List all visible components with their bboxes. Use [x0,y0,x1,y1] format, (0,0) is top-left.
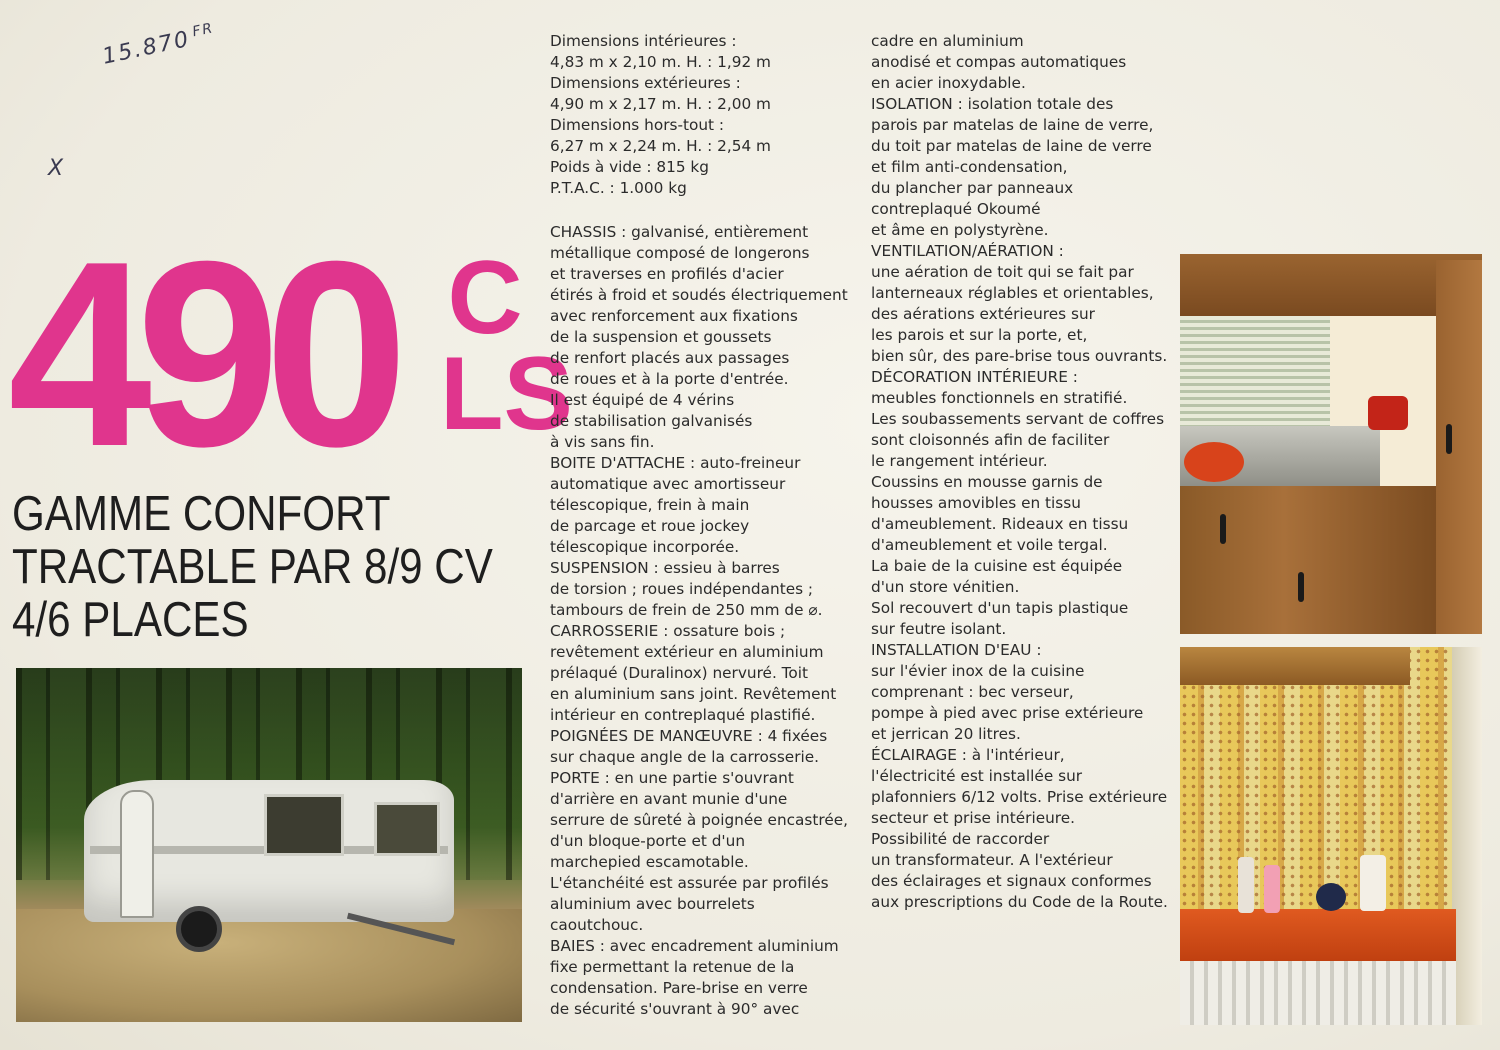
spec-line: Sol recouvert d'un tapis plastique [871,599,1129,617]
spec-line: fixe permettant la retenue de la [550,958,795,976]
spec-line: intérieur en contreplaqué plastifié. [550,706,816,724]
spec-column-2 [871,31,1168,913]
spec-line: en aluminium sans joint. Revêtement [550,685,837,703]
headline-line-1: GAMME CONFORT [12,487,391,541]
spec-line: L'étanchéité est assurée par profilés [550,874,829,892]
toiletry-bottle [1264,865,1280,913]
spec-line: POIGNÉES DE MANŒUVRE : 4 fixées [550,727,828,745]
cabinet-handle [1220,514,1226,544]
model-suffix [440,240,573,452]
dimension-line: Dimensions extérieures : [550,74,741,92]
caravan-window [374,802,440,856]
spec-line: les parois et sur la porte, et, [871,326,1088,344]
cabinet-handle [1446,424,1452,454]
spec-line: contreplaqué Okoumé [871,200,1041,218]
spec-line: du toit par matelas de laine de verre [871,137,1152,155]
spec-line: sur l'évier inox de la cuisine [871,662,1085,680]
spec-line: et âme en polystyrène. [871,221,1049,239]
spec-line: de parcage et roue jockey [550,517,750,535]
kitchen-photo [1180,254,1482,634]
spec-line: d'un bloque-porte et d'un [550,832,746,850]
cabinet-handle [1298,572,1304,602]
spec-line: de stabilisation galvanisés [550,412,753,430]
spec-line: de torsion ; roues indépendantes ; [550,580,814,598]
spec-line: revêtement extérieur en aluminium [550,643,824,661]
spec-line: en acier inoxydable. [871,74,1026,92]
orange-countertop [1180,909,1456,961]
spec-line: parois par matelas de laine de verre, [871,116,1154,134]
caravan-window [264,794,344,856]
spec-line: anodisé et compas automatiques [871,53,1127,71]
venetian-blind-window [1180,316,1330,426]
spec-line: prélaqué (Duralinox) nervuré. Toit [550,664,809,682]
spec-line: condensation. Pare-brise en verre [550,979,808,997]
spec-line: des aérations extérieures sur [871,305,1095,323]
spec-line: télescopique, frein à main [550,496,750,514]
spec-line: plafonniers 6/12 volts. Prise extérieure [871,788,1168,806]
headline-line-2: TRACTABLE PAR 8/9 CV [12,540,493,594]
spec-line: La baie de la cuisine est équipée [871,557,1123,575]
spec-line: et jerrican 20 litres. [871,725,1021,743]
lower-cabinets [1180,486,1440,634]
spec-line: aux prescriptions du Code de la Route. [871,893,1168,911]
spec-line: et traverses en profilés d'acier [550,265,784,283]
spec-line: comprenant : bec verseur, [871,683,1074,701]
spec-line: BAIES : avec encadrement aluminium [550,937,839,955]
tall-cabinet [1436,260,1482,634]
caravan-wheel [176,906,222,952]
spec-line: le rangement intérieur. [871,452,1048,470]
toiletry-bottle [1238,857,1254,913]
model-number: 490 [8,206,393,501]
spec-line: d'ameublement. Rideaux en tissu [871,515,1129,533]
spec-line: métallique composé de longerons [550,244,810,262]
spec-line: à vis sans fin. [550,433,655,451]
spec-line: lanterneaux réglables et orientables, [871,284,1154,302]
spec-line: de renfort placés aux passages [550,349,790,367]
spec-line: meubles fonctionnels en stratifié. [871,389,1128,407]
spec-line: télescopique incorporée. [550,538,740,556]
spec-line: ÉCLAIRAGE : à l'intérieur, [871,746,1065,764]
counter-skirt [1180,961,1456,1025]
caravan-photo [16,668,522,1022]
spec-line: Possibilité de raccorder [871,830,1050,848]
spec-line: VENTILATION/AÉRATION : [871,242,1064,260]
spec-line: CHASSIS : galvanisé, entièrement [550,223,809,241]
dimension-line: Dimensions intérieures : [550,32,737,50]
toiletry-bottle [1360,855,1386,911]
dimension-line: Poids à vide : 815 kg [550,158,709,176]
ground [16,909,522,1022]
spec-line: ISOLATION : isolation totale des [871,95,1114,113]
spec-line: Il est équipé de 4 vérins [550,391,735,409]
toiletry-jar [1316,883,1346,911]
dimension-line: Dimensions hors-tout : [550,116,725,134]
dimension-line: 4,90 m x 2,17 m. H. : 2,00 m [550,95,771,113]
dimensions-list [550,31,771,199]
red-pot [1368,396,1408,430]
spec-line: de sécurité s'ouvrant à 90° avec [550,1000,800,1018]
wall-shelf [1180,647,1410,685]
spec-line: secteur et prise intérieure. [871,809,1076,827]
spec-line: INSTALLATION D'EAU : [871,641,1042,659]
spec-line: caoutchouc. [550,916,644,934]
spec-line: sur chaque angle de la carrosserie. [550,748,820,766]
spec-line: sur feutre isolant. [871,620,1007,638]
spec-column-1 [550,222,848,1020]
spec-line: Coussins en mousse garnis de [871,473,1103,491]
spec-line: et film anti-condensation, [871,158,1068,176]
spec-line: serrure de sûreté à poignée encastrée, [550,811,849,829]
spec-line: bien sûr, des pare-brise tous ouvrants. [871,347,1168,365]
spec-line: une aération de toit qui se fait par [871,263,1134,281]
spec-line: marchepied escamotable. [550,853,749,871]
spec-line: aluminium avec bourrelets [550,895,755,913]
handwritten-price: $15.870^{FR}$ [100,20,216,70]
spec-line: avec renforcement aux fixations [550,307,798,325]
spec-line: sont cloisonnés afin de faciliter [871,431,1110,449]
dimension-line: 6,27 m x 2,24 m. H. : 2,54 m [550,137,771,155]
spec-line: d'ameublement et voile tergal. [871,536,1108,554]
orange-pots [1184,442,1244,482]
headline [12,488,493,647]
spec-line: du plancher par panneaux [871,179,1074,197]
headline-line-3: 4/6 PLACES [12,593,249,647]
dimension-line: P.T.A.C. : 1.000 kg [550,179,687,197]
spec-line: CARROSSERIE : ossature bois ; [550,622,786,640]
spec-line: des éclairages et signaux conformes [871,872,1152,890]
dimension-line: 4,83 m x 2,10 m. H. : 1,92 m [550,53,771,71]
handwritten-mark: X [48,156,64,181]
spec-line: Les soubassements servant de coffres [871,410,1165,428]
spec-line: de roues et à la porte d'entrée. [550,370,789,388]
spec-line: PORTE : en une partie s'ouvrant [550,769,794,787]
curtain [1452,647,1482,1025]
washroom-photo [1180,647,1482,1025]
spec-line: étirés à froid et soudés électriquement [550,286,848,304]
spec-line: de la suspension et goussets [550,328,772,346]
model-suffix-bottom: LS [440,336,573,452]
spec-line: d'un store vénitien. [871,578,1020,596]
spec-line: tambours de frein de 250 mm de ⌀. [550,601,823,619]
spec-line: automatique avec amortisseur [550,475,786,493]
spec-line: l'électricité est installée sur [871,767,1083,785]
spec-line: BOITE D'ATTACHE : auto-freineur [550,454,801,472]
spec-line: SUSPENSION : essieu à barres [550,559,780,577]
spec-line: housses amovibles en tissu [871,494,1081,512]
spec-line: DÉCORATION INTÉRIEURE : [871,368,1078,386]
spec-line: cadre en aluminium [871,32,1024,50]
caravan-door [120,790,154,918]
spec-line: pompe à pied avec prise extérieure [871,704,1144,722]
model-suffix-top: C [447,240,523,356]
spec-line: d'arrière en avant munie d'une [550,790,788,808]
spec-line: un transformateur. A l'extérieur [871,851,1113,869]
